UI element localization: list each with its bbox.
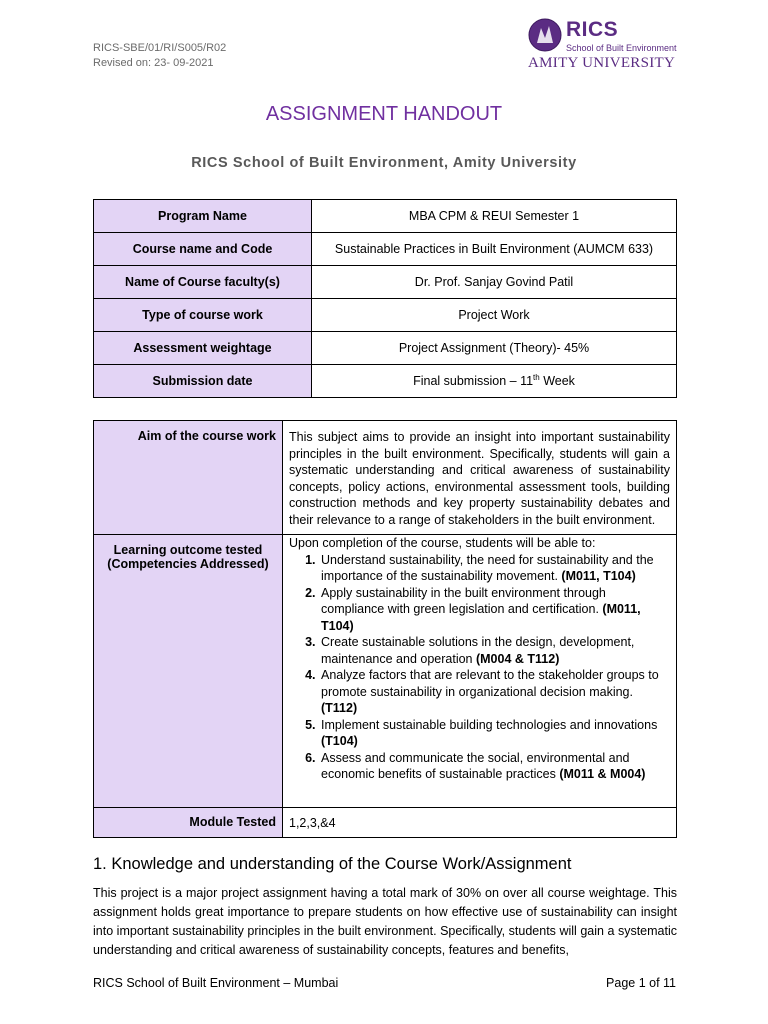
module-value: 1,2,3,&4 — [283, 807, 677, 838]
table-row — [94, 266, 677, 299]
submission-prefix: Final submission – 11 — [413, 374, 534, 389]
outcome-label — [94, 535, 283, 808]
outcome-text: Implement sustainable building technologies and innovations — [321, 717, 658, 732]
outcome-list-cell — [283, 535, 677, 808]
revised-date: Revised on: 23- 09-2021 — [93, 57, 214, 69]
outcome-text: Understand sustainability, the need for sustainability and the importance of the sustainability movement. — [321, 552, 654, 583]
outcome-codes: (M011, T104) — [321, 602, 641, 633]
logo-school-text: School of Built Environment — [566, 43, 677, 53]
logo-university-text: AMITY UNIVERSITY — [528, 55, 676, 71]
outcome-label-line-2: (Competencies Addressed) — [107, 557, 269, 571]
aim-label: Aim of the course work — [94, 421, 283, 535]
outcome-text: Analyze factors that are relevant to the stakeholder groups to promote sustainability in organizational decision making. — [321, 668, 659, 699]
outcome-codes: (M011, T104) — [561, 569, 636, 583]
document-code — [93, 41, 226, 71]
list-item — [319, 634, 670, 667]
outcome-intro: Upon completion of the course, students will be able to: — [289, 536, 596, 550]
info-label: Assessment weightage — [94, 332, 312, 365]
submission-sup: th — [533, 373, 540, 383]
table-row — [94, 299, 677, 332]
outcome-label-line-1: Learning outcome tested — [113, 543, 263, 557]
table-row — [94, 332, 677, 365]
table-row — [94, 365, 677, 398]
outcome-text: Create sustainable solutions in the design, development, maintenance and operation — [321, 635, 635, 666]
outcome-list — [289, 552, 670, 783]
module-label: Module Tested — [94, 807, 283, 838]
outcome-text: Assess and communicate the social, environmental and economic benefits of sustainable practices — [321, 750, 630, 781]
logo-rics-text: RICS — [566, 18, 619, 41]
submission-suffix: Week — [539, 374, 575, 389]
rics-amity-logo — [528, 18, 678, 74]
info-value: Dr. Prof. Sanjay Govind Patil — [312, 266, 677, 299]
info-label: Name of Course faculty(s) — [94, 266, 312, 299]
info-value: Sustainable Practices in Built Environment (AUMCM 633) — [312, 233, 677, 266]
outcome-codes: (M004 & T112) — [475, 651, 560, 666]
info-label: Program Name — [94, 200, 312, 233]
footer-school: RICS School of Built Environment – Mumbai — [93, 976, 339, 990]
list-item — [319, 750, 670, 783]
table-row — [94, 421, 677, 535]
page-number: Page 1 of 11 — [606, 976, 676, 990]
page-title: ASSIGNMENT HANDOUT — [265, 103, 503, 125]
outcome-codes: (T104) — [321, 734, 358, 748]
table-row — [94, 535, 677, 808]
doc-code-line: RICS-SBE/01/RI/S005/R02 — [93, 42, 227, 54]
info-value: Project Work — [312, 299, 677, 332]
course-info-table — [93, 199, 677, 398]
outcome-text: Apply sustainability in the built environment through compliance with green legislation and certification. — [321, 585, 606, 616]
outcome-codes: (T112) — [321, 701, 358, 715]
info-label: Submission date — [94, 365, 312, 398]
aim-text: This subject aims to provide an insight into important sustainability principles in the built environment. Specifically, students will gain a systematic understanding and critical awareness of sustainability concepts, policy actions, environmental assessment tools, building construction methods and key property sustainability debates and their relevance to a range of stakeholders in the built environment. — [283, 421, 677, 535]
table-row — [94, 233, 677, 266]
list-item — [319, 552, 670, 585]
page-subtitle: RICS School of Built Environment, Amity University — [191, 155, 577, 171]
table-row — [94, 807, 677, 838]
info-label: Course name and Code — [94, 233, 312, 266]
info-value: MBA CPM & REUI Semester 1 — [312, 200, 677, 233]
table-row — [94, 200, 677, 233]
outcome-codes: (M011 & M004) — [559, 767, 646, 781]
section-paragraph: This project is a major project assignment having a total mark of 30% on over all course weightage. This assignment holds great importance to prepare students on how effective use of sustainability can insight into important sustainability principles in the built environment. Specifically, students will gain a systematic understanding and critical awareness of sustainability concepts, features and benefits, — [93, 886, 677, 957]
info-value: Project Assignment (Theory)- 45% — [312, 332, 677, 365]
coursework-table — [93, 420, 677, 838]
list-item — [319, 717, 670, 750]
list-item — [319, 667, 670, 717]
info-label: Type of course work — [94, 299, 312, 332]
rics-emblem-icon — [528, 18, 562, 52]
submission-date-value — [312, 365, 677, 398]
section-heading: 1. Knowledge and understanding of the Course Work/Assignment — [93, 855, 572, 873]
list-item — [319, 585, 670, 635]
